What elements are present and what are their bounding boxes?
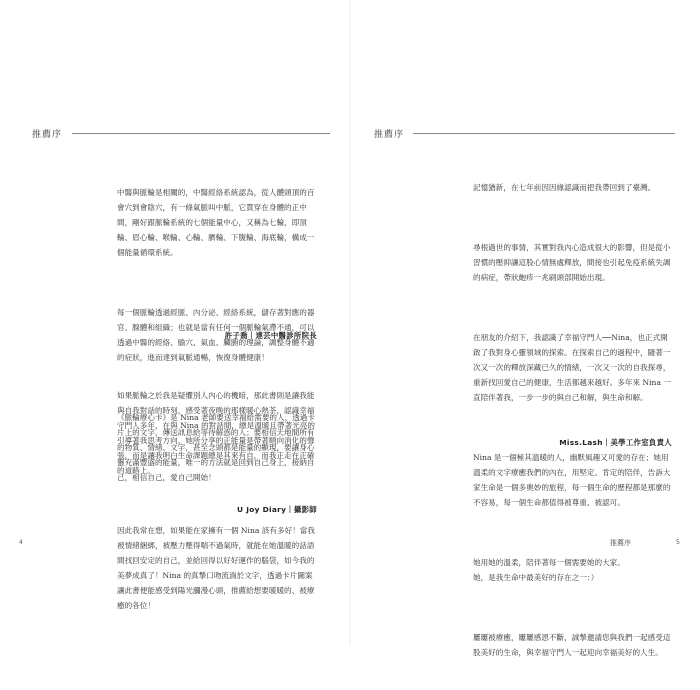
left-section-title: 推薦序	[32, 130, 63, 140]
signature-2: U Joy Diary｜攝影師	[237, 505, 317, 514]
paragraph: 尋根過世的事情，其實對我內心造成很大的影響，但是從小習慣的壓抑讓這股心情無處釋放，間接也引起免疫系統失調的病症，帶狀皰疹一兆刷頭部開始出現。	[473, 243, 671, 282]
right-text-block	[473, 150, 673, 690]
right-section-title: 推薦序	[374, 130, 405, 140]
paragraph: 每一個脈輪透過經脈、內分泌、經絡系統，儲存著對應的器官、腺體和組織；也就是當有任何一個脈輪氣滯不通，可以透過中醫的經絡、腧穴、氣血、臟腑的理論，調整身體不適的症狀，進而達到氣脈通暢，恢復身體健康！	[117, 308, 315, 362]
page-number: 5	[676, 539, 680, 546]
paragraph: 記憶猶新，在七年前因因緣認識而把我帶回到了臺灣。	[473, 183, 656, 192]
right-page	[350, 0, 700, 657]
paragraph: 因此我常在想，如果能在家擁有一個 Nina 該有多好！當我被情緒綑綁，被壓力壓得喘不過氣時，就能在她溫暖的話語間找回安定的自己，並給回得以好好運作的腦袋，如今我的美夢成真了！Nina 的真摯口吻流淌於文字，透過卡片圖案讓此書便能感受到陽光瀰漫心頭，推薦給想要暖暖的、被療癒的各位！	[117, 526, 315, 610]
paragraph: 她用她的溫柔，陪伴著每一個需要她的大家。 她，是我生命中最美好的存在之一：）	[473, 558, 625, 582]
paragraph: Nina 是一個極其溫暖的人，幽默風趣又可愛的存在；她用溫柔的文字療癒我們的內在，用堅定、肯定的陪伴，告訴大家生命是一個多奧妙的旅程，每一個生命的歷程都是那麼的不容易，每一個生命都值得被尊重、被認可。	[473, 453, 671, 507]
paragraph: 《脈輪療心卡》是 Nina 老師要送幸福給需要的人，透過卡片上的文字，傳送訊息給等待解惑的人；要相信天地間所有的物質、情緒、文字，甚至念頭都是能量的顯現，要讓身心靈充滿豐盛的能量，唯一的方法就是回到自己身上，接納自己，相信自己，愛自己開始！	[117, 413, 315, 482]
signature-3: Miss.Lash｜美學工作室負責人	[559, 438, 672, 447]
running-footer: 推薦序	[610, 539, 631, 547]
paragraph: 屢屢被療癒，屢屢感恩不斷，誠摯邀請您與我們一起感受這股美好的生命，與幸福守門人一起迎向幸福美好的人生。	[473, 633, 671, 657]
paragraph: 中醫與脈輪是相關的，中醫經絡系統認為，從人體頭頂的百會穴到會陰穴，有一條氣脈叫中脈，它貫穿在身體的正中間，剛好跟脈輪系統的七個能量中心，又稱為七輪，即頂輪、眉心輪、喉輪、心輪、臍輪、下腹輪、海底輪，構成一個能量循環系統。	[117, 188, 315, 257]
left-page	[0, 0, 350, 645]
paragraph: 在朋友的介紹下，我認識了幸福守門人──Nina，也正式開啟了我對身心靈領域的探索。在探索自己的過程中，隨著一次又一次的釋放深藏已久的情緒，一次又一次的自我探尋，重新找回愛自己的健康，生活都越來越好。多年來 Nina 一直陪伴著我，一步一步的與自己和解，與生命和解。	[473, 333, 671, 402]
page-number: 4	[19, 539, 23, 546]
left-text-block-2	[117, 358, 317, 643]
right-header-rule	[413, 133, 675, 134]
left-header-rule	[72, 133, 330, 134]
paragraph: 如果脈輪之於我是疑懼別人內心的機暗，那此書則是讓我能與自我對話的時刻，感受著夜晚的那樣暖心熱茶，認識幸福守門人多年，在與 Nina 的對話間，總是溫暖且帶著光亮的引導著我思考方向，她所分享的正能量是帶著順向消化的聲張，而是讓我明白生命課題總是其來有自，而我正走在正確的道路上。	[117, 391, 315, 475]
signature-1: 許子喬｜達芸中醫診所院長	[224, 331, 317, 340]
